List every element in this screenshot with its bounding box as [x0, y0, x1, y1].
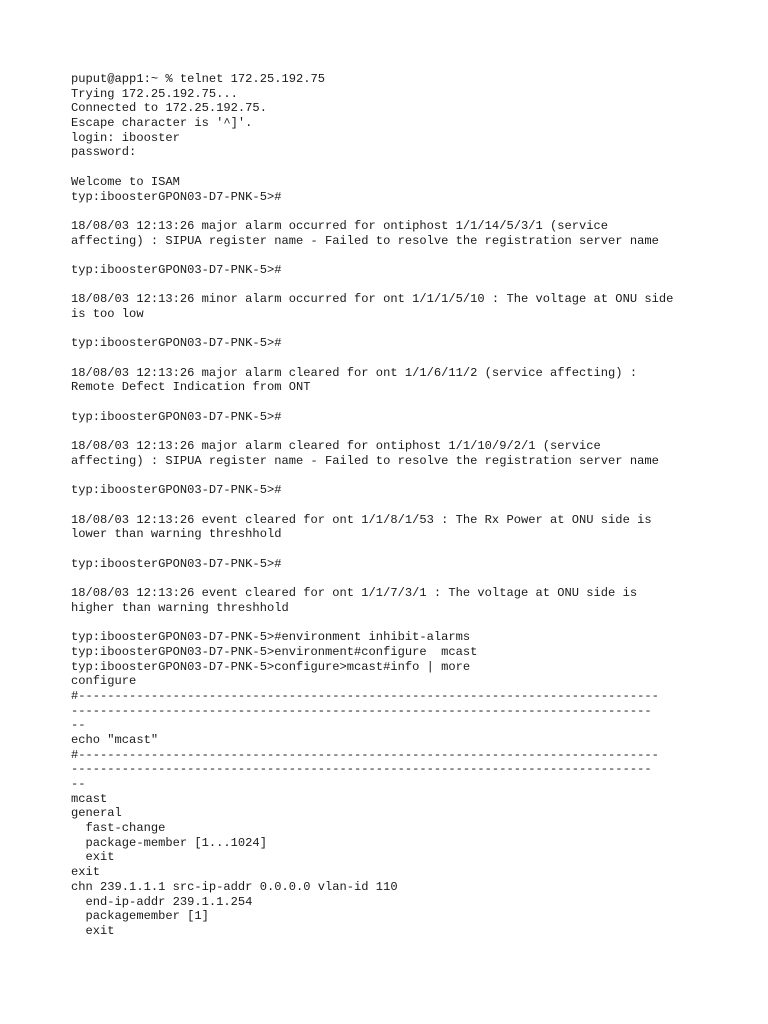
terminal-line: login: ibooster: [71, 130, 180, 145]
terminal-line: [71, 322, 711, 337]
terminal-line: lower than warning threshhold: [71, 527, 282, 542]
terminal-line: typ:iboosterGPON03-D7-PNK-5>#environment inhibit-alarms: [71, 630, 471, 645]
terminal-line: 18/08/03 12:13:26 major alarm cleared for ont 1/1/6/11/2 (service affecting) :: [71, 365, 638, 380]
terminal-line: [71, 160, 711, 175]
terminal-line: [71, 542, 711, 557]
terminal-line: 18/08/03 12:13:26 minor alarm occurred for ont 1/1/1/5/10 : The voltage at ONU side: [71, 292, 674, 307]
terminal-line: typ:iboosterGPON03-D7-PNK-5>#: [71, 262, 282, 277]
terminal-line: 18/08/03 12:13:26 event cleared for ont 1/1/7/3/1 : The voltage at ONU side is: [71, 586, 638, 601]
terminal-line: 18/08/03 12:13:26 event cleared for ont 1/1/8/1/53 : The Rx Power at ONU side is: [71, 512, 652, 527]
terminal-line: affecting) : SIPUA register name - Failed to resolve the registration server name: [71, 453, 659, 468]
terminal-line: --: [71, 718, 86, 733]
terminal-line: Escape character is '^]'.: [71, 116, 253, 131]
terminal-line: [71, 248, 711, 263]
terminal-line: is too low: [71, 307, 144, 321]
terminal-line: Connected to 172.25.192.75.: [71, 101, 267, 116]
terminal-line: affecting) : SIPUA register name - Failed to resolve the registration server name: [71, 233, 659, 248]
terminal-line: typ:iboosterGPON03-D7-PNK-5>#: [71, 483, 282, 498]
terminal-line: puput@app1:~ % telnet 172.25.192.75: [71, 72, 326, 86]
terminal-transcript: [71, 72, 711, 939]
terminal-line: typ:iboosterGPON03-D7-PNK-5>#: [71, 336, 282, 351]
terminal-line: exit: [71, 850, 115, 865]
terminal-line: higher than warning threshhold: [71, 600, 289, 615]
terminal-line: --------------------------------------------------------------------------------: [71, 703, 652, 718]
terminal-line: password:: [71, 145, 137, 160]
terminal-line: --: [71, 777, 86, 791]
terminal-line: typ:iboosterGPON03-D7-PNK-5>environment#configure mcast: [71, 644, 478, 659]
terminal-line: 18/08/03 12:13:26 major alarm occurred for ontiphost 1/1/14/5/3/1 (service: [71, 218, 609, 233]
terminal-line: exit: [71, 865, 101, 880]
terminal-line: Remote Defect Indication from ONT: [71, 380, 311, 395]
terminal-line: Trying 172.25.192.75...: [71, 86, 238, 101]
terminal-line: [71, 571, 711, 586]
terminal-line: typ:iboosterGPON03-D7-PNK-5>#: [71, 556, 282, 571]
terminal-line: [71, 278, 711, 293]
terminal-line: [71, 498, 711, 513]
terminal-line: typ:iboosterGPON03-D7-PNK-5>configure>mcast#info | more: [71, 659, 471, 674]
terminal-line: typ:iboosterGPON03-D7-PNK-5>#: [71, 409, 282, 424]
terminal-line: #--------------------------------------------------------------------------------: [71, 747, 659, 762]
terminal-line: general: [71, 806, 122, 821]
terminal-line: Welcome to ISAM: [71, 174, 180, 189]
terminal-line: end-ip-addr 239.1.1.254: [71, 894, 253, 909]
terminal-line: packagemember [1]: [71, 909, 209, 924]
terminal-line: [71, 395, 711, 410]
terminal-line: echo "mcast": [71, 732, 159, 747]
terminal-line: #--------------------------------------------------------------------------------: [71, 688, 659, 703]
terminal-line: [71, 469, 711, 484]
terminal-line: [71, 615, 711, 630]
terminal-line: package-member [1...1024]: [71, 835, 267, 850]
terminal-line: 18/08/03 12:13:26 major alarm cleared for ontiphost 1/1/10/9/2/1 (service: [71, 439, 601, 454]
terminal-line: configure: [71, 674, 137, 689]
document-page: [71, 72, 711, 939]
terminal-line: typ:iboosterGPON03-D7-PNK-5>#: [71, 189, 282, 204]
terminal-line: exit: [71, 923, 115, 938]
terminal-line: [71, 351, 711, 366]
terminal-line: [71, 204, 711, 219]
terminal-line: chn 239.1.1.1 src-ip-addr 0.0.0.0 vlan-id 110: [71, 879, 398, 894]
terminal-line: fast-change: [71, 821, 166, 836]
terminal-line: --------------------------------------------------------------------------------: [71, 762, 652, 777]
terminal-line: [71, 425, 711, 440]
terminal-line: mcast: [71, 791, 108, 806]
